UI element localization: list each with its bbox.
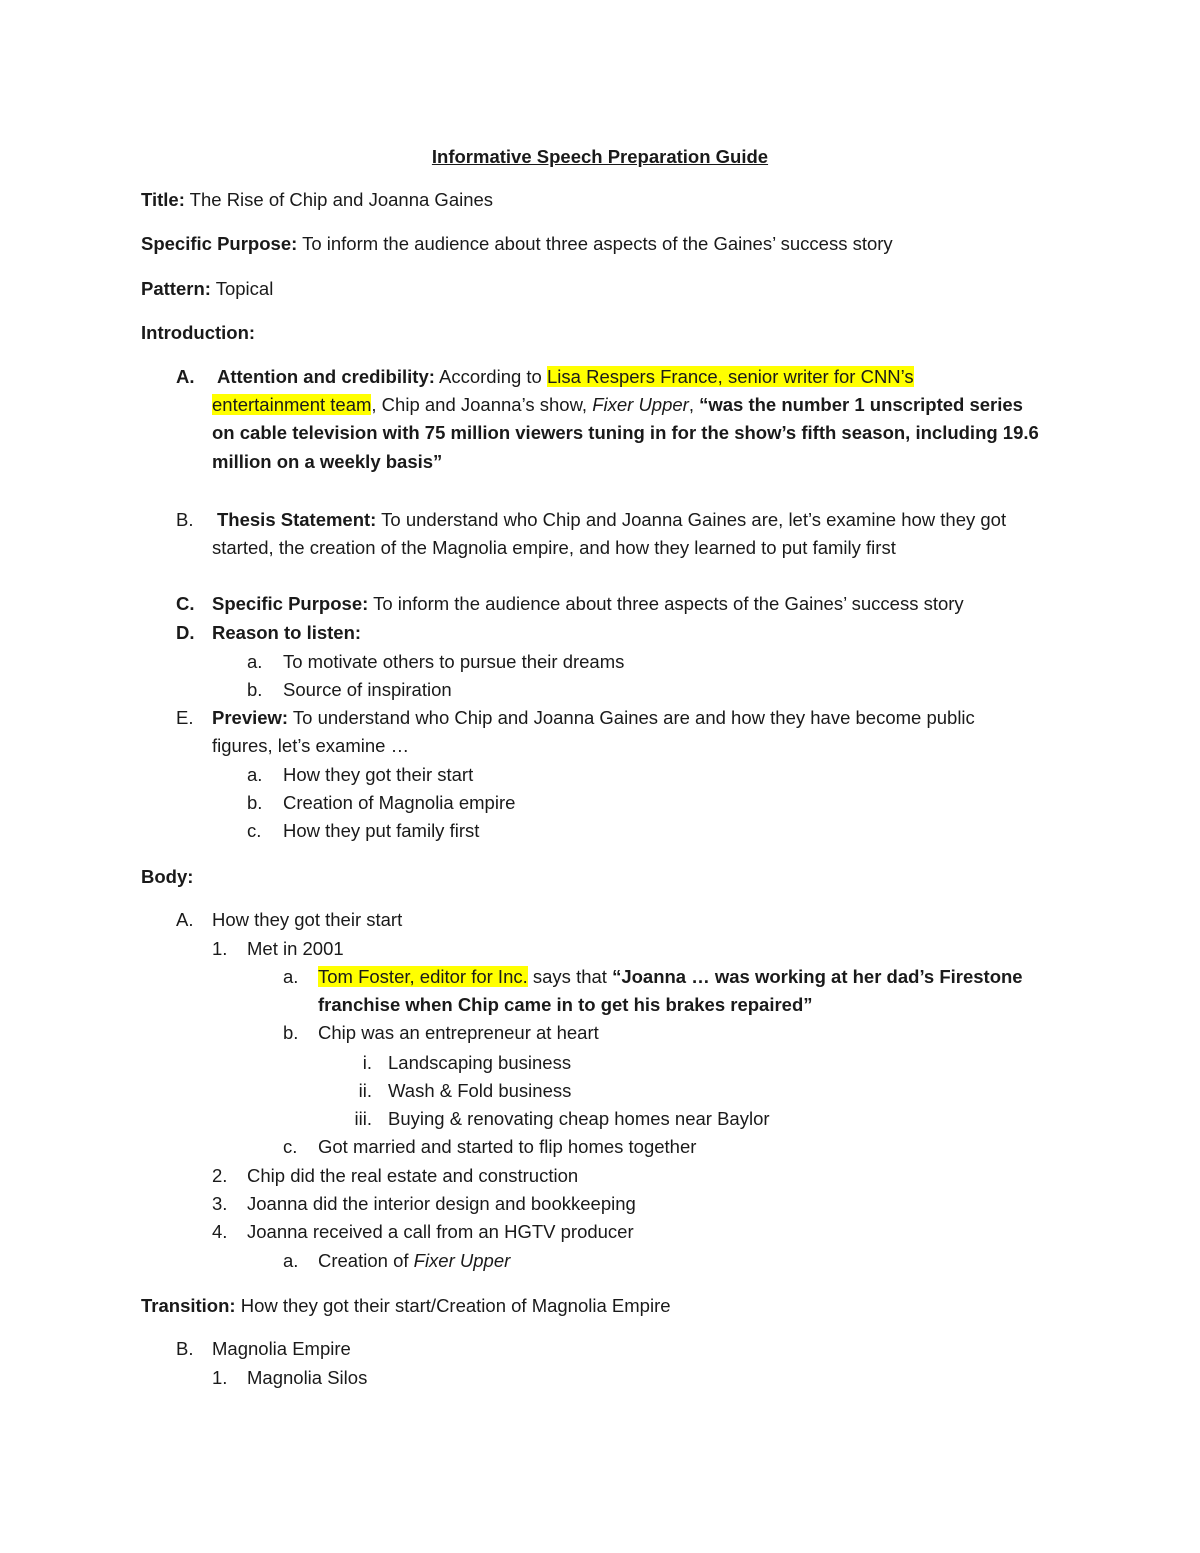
body-b-marker: B. [176, 1338, 194, 1359]
intro-e-item-marker: c. [247, 820, 262, 841]
intro-e-item-marker: b. [247, 792, 263, 813]
body-a3-text: Joanna did the interior design and bookkeeping [247, 1193, 636, 1214]
title-value: The Rise of Chip and Joanna Gaines [189, 189, 494, 210]
intro-e-text2: figures, let’s examine … [212, 735, 410, 756]
intro-b-label: Thesis Statement: [217, 509, 377, 530]
body-a1a-quote1: “Joanna … was working at her dad’s Firestone [612, 966, 1023, 987]
body-a4a-text: Creation of [318, 1250, 409, 1271]
body-a1a-quote2: franchise when Chip came in to get his brakes repaired” [318, 994, 813, 1015]
body-a1b-marker: b. [283, 1022, 299, 1043]
intro-b-line1 [217, 508, 1006, 532]
intro-a-quote3: million on a weekly basis” [212, 451, 443, 472]
body-a2-text: Chip did the real estate and construction [247, 1165, 579, 1186]
intro-e-item: How they put family first [283, 820, 480, 841]
intro-d-item: To motivate others to pursue their dreams [283, 651, 625, 672]
intro-a-highlight1: Lisa Respers France, senior writer for CNN’s [547, 366, 914, 387]
body-a1-text: Met in 2001 [247, 938, 344, 959]
transition-label: Transition: [141, 1295, 236, 1316]
intro-d-marker: D. [176, 622, 195, 643]
intro-b-text1: To understand who Chip and Joanna Gaines are, let’s examine how they got [381, 509, 1007, 530]
intro-c-text: To inform the audience about three aspects of the Gaines’ success story [373, 593, 964, 614]
intro-d-item-marker: a. [247, 651, 263, 672]
intro-a-line2 [212, 393, 1023, 417]
body-a1b-sub-item: Buying & renovating cheap homes near Baylor [388, 1108, 770, 1129]
intro-b-text2: started, the creation of the Magnolia empire, and how they learned to put family first [212, 537, 896, 558]
body-heading: Body: [141, 866, 194, 887]
specific-purpose-label: Specific Purpose: [141, 233, 298, 254]
transition-line [141, 1294, 671, 1318]
body-b1-marker: 1. [212, 1367, 228, 1388]
body-a1c-marker: c. [283, 1136, 298, 1157]
intro-e-text1: To understand who Chip and Joanna Gaines are and how they have become public [292, 707, 975, 728]
body-a4a-marker: a. [283, 1250, 299, 1271]
intro-d-label: Reason to listen: [212, 622, 362, 643]
title-label: Title: [141, 189, 185, 210]
pattern-line [141, 277, 273, 301]
intro-c-marker: C. [176, 593, 195, 614]
body-b-text: Magnolia Empire [212, 1338, 351, 1359]
body-a-text: How they got their start [212, 909, 403, 930]
intro-a-quote2: on cable television with 75 million viewers tuning in for the show’s fifth season, including 19.6 [212, 422, 1039, 443]
specific-purpose-value: To inform the audience about three aspects of the Gaines’ success story [302, 233, 893, 254]
pattern-label: Pattern: [141, 278, 211, 299]
intro-a-text1: According to [439, 366, 542, 387]
body-a1b-sub-marker: i. [362, 1052, 372, 1073]
intro-a-show: Fixer Upper [592, 394, 689, 415]
body-a1b-sub-item: Wash & Fold business [388, 1080, 572, 1101]
intro-a-line1 [217, 365, 914, 389]
intro-c-label: Specific Purpose: [212, 593, 369, 614]
body-a4-text: Joanna received a call from an HGTV producer [247, 1221, 634, 1242]
intro-a-highlight2: entertainment team [212, 394, 372, 415]
body-a1-marker: 1. [212, 938, 228, 959]
body-a4a-line [318, 1249, 510, 1273]
pattern-value: Topical [215, 278, 274, 299]
body-a2-marker: 2. [212, 1165, 228, 1186]
specific-purpose-line [141, 232, 893, 256]
intro-e-item-marker: a. [247, 764, 263, 785]
introduction-heading: Introduction: [141, 322, 256, 343]
body-a1b-text: Chip was an entrepreneur at heart [318, 1022, 599, 1043]
body-a1c-text: Got married and started to flip homes together [318, 1136, 697, 1157]
intro-c-line [212, 592, 964, 616]
body-b1-text: Magnolia Silos [247, 1367, 368, 1388]
title-line [141, 188, 493, 212]
intro-a-marker: A. [176, 366, 195, 387]
intro-d-item-marker: b. [247, 679, 263, 700]
transition-text: How they got their start/Creation of Magnolia Empire [240, 1295, 671, 1316]
intro-e-item: How they got their start [283, 764, 474, 785]
intro-a-text3: , [688, 394, 694, 415]
intro-e-line1 [212, 706, 975, 730]
intro-a-label: Attention and credibility: [217, 366, 435, 387]
intro-d-item: Source of inspiration [283, 679, 452, 700]
intro-e-marker: E. [176, 707, 194, 728]
body-a1a-line1 [318, 965, 1023, 989]
body-a1b-sub-marker: ii. [358, 1080, 372, 1101]
intro-e-item: Creation of Magnolia empire [283, 792, 516, 813]
intro-a-text2: , Chip and Joanna’s show, [371, 394, 588, 415]
body-a4-marker: 4. [212, 1221, 228, 1242]
intro-b-marker: B. [176, 509, 194, 530]
intro-e-label: Preview: [212, 707, 289, 728]
body-a1a-highlight: Tom Foster, editor for Inc. [318, 966, 528, 987]
body-a1b-sub-marker: iii. [354, 1108, 372, 1129]
body-a1a-marker: a. [283, 966, 299, 987]
body-a1a-text: says that [532, 966, 607, 987]
body-a-marker: A. [176, 909, 194, 930]
document-title: Informative Speech Preparation Guide [431, 146, 769, 167]
intro-a-quote1: “was the number 1 unscripted series [699, 394, 1023, 415]
body-a3-marker: 3. [212, 1193, 228, 1214]
body-a1b-sub-item: Landscaping business [388, 1052, 572, 1073]
body-a4a-show: Fixer Upper [413, 1250, 511, 1271]
